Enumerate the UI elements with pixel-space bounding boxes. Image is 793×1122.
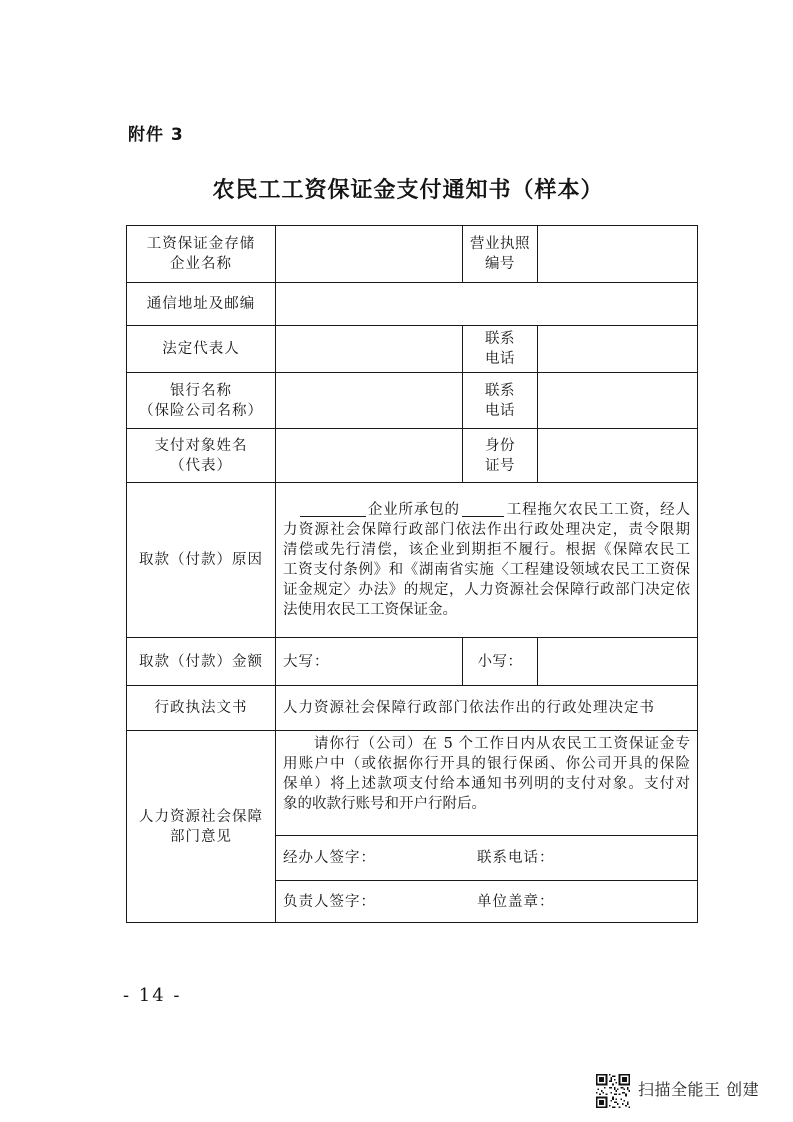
opinion-line: 保单）将上述款项支付给本通知书列明的支付对象。支付对 — [283, 776, 690, 792]
enforcement-document-label: 行政执法文书 — [127, 686, 276, 731]
reason-line: 工资支付条例》和《湖南省实施〈工程建设领域农民工工资保 — [283, 562, 690, 578]
reason-line: 力资源社会保障行政部门依法作出行政处理决定，责令限期 — [283, 522, 690, 538]
page-number: - 14 - — [123, 985, 182, 1006]
legal-representative-phone-label: 联系 电话 — [463, 326, 538, 373]
handler-signature-label: 经办人签字： — [283, 850, 376, 866]
bank-phone-field — [538, 373, 698, 429]
address-label: 通信地址及邮编 — [127, 283, 276, 326]
contact-phone-label: 联系电话： — [477, 850, 555, 866]
reason-line: 证金规定〉办法》的规定，人力资源社会保障行政部门决定依 — [283, 582, 690, 598]
bank-name-label: 银行名称 （保险公司名称） — [127, 373, 276, 429]
reason-line1-part1: 企业所承包的 — [367, 502, 460, 518]
business-license-field — [538, 226, 698, 283]
payee-name-label: 支付对象姓名 （代表） — [127, 429, 276, 483]
supervisor-signature-label: 负责人签字： — [283, 893, 376, 910]
reason-line — [283, 500, 690, 520]
supervisor-signature-cell — [276, 881, 698, 923]
opinion-line: 象的收款行账号和开户行附后。 — [283, 796, 486, 812]
row-department-opinion — [127, 731, 698, 836]
amount-in-words-label: 大写： — [276, 638, 463, 686]
withdrawal-amount-label: 取款（付款）金额 — [127, 638, 276, 686]
reason-line1-part2: 工程拖欠农民工工资，经人 — [505, 502, 691, 518]
opinion-line: 请你行（公司）在 5 个工作日内从农民工工资保证金专 — [314, 736, 690, 752]
row-withdrawal-reason — [127, 483, 698, 638]
payee-id-field — [538, 429, 698, 483]
bank-phone-label: 联系 电话 — [463, 373, 538, 429]
payee-id-label: 身份 证号 — [463, 429, 538, 483]
scanner-watermark-text: 扫描全能王 创建 — [638, 1080, 760, 1099]
project-blank — [462, 502, 504, 517]
amount-in-figures-field — [538, 638, 698, 686]
row-company — [127, 226, 698, 283]
reason-line: 法使用农民工工资保证金。 — [283, 602, 457, 618]
row-enforcement-document — [127, 686, 698, 731]
payee-name-field — [276, 429, 463, 483]
withdrawal-reason-text — [276, 483, 698, 638]
company-name-label: 工资保证金存储 企业名称 — [127, 226, 276, 283]
company-name-field — [276, 226, 463, 283]
address-field — [276, 283, 698, 326]
amount-in-figures-label: 小写： — [463, 638, 538, 686]
legal-representative-label: 法定代表人 — [127, 326, 276, 373]
row-bank — [127, 373, 698, 429]
department-opinion-text — [276, 731, 698, 836]
row-withdrawal-amount — [127, 638, 698, 686]
department-opinion-label: 人力资源社会保障 部门意见 — [127, 731, 276, 923]
business-license-label: 营业执照 编号 — [463, 226, 538, 283]
row-legal-representative — [127, 326, 698, 373]
row-payee — [127, 429, 698, 483]
contractor-blank — [300, 502, 366, 517]
qr-code-icon — [596, 1074, 630, 1108]
unit-seal-label: 单位盖章： — [477, 893, 555, 910]
handler-signature-cell — [276, 836, 698, 881]
reason-line: 清偿或先行清偿，该企业到期拒不履行。根据《保障农民工 — [283, 542, 690, 558]
attachment-label: 附件 3 — [128, 125, 184, 145]
enforcement-document-value: 人力资源社会保障行政部门依法作出的行政处理决定书 — [276, 686, 698, 731]
row-address — [127, 283, 698, 326]
document-title: 农民工工资保证金支付通知书（样本） — [212, 177, 604, 203]
legal-representative-phone-field — [538, 326, 698, 373]
legal-representative-field — [276, 326, 463, 373]
withdrawal-reason-label: 取款（付款）原因 — [127, 483, 276, 638]
bank-name-field — [276, 373, 463, 429]
opinion-line: 用账户中（或依据你行开具的银行保函、你公司开具的保险 — [283, 756, 690, 772]
payment-notice-form — [126, 225, 698, 923]
